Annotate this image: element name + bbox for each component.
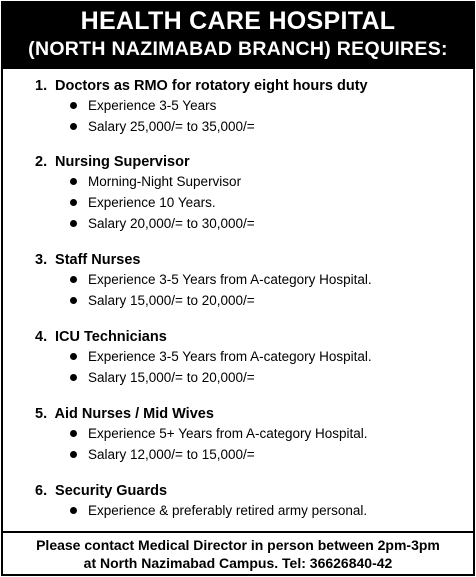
position-number: 6. <box>35 483 48 499</box>
position-title <box>35 153 255 171</box>
branch-subtitle: (NORTH NAZIMABAD BRANCH) REQUIRES: <box>28 38 448 60</box>
requirement-item: Experience 10 Years. <box>70 192 255 213</box>
contact-footer <box>3 531 473 574</box>
position-number: 4. <box>35 329 48 345</box>
requirement-item: Experience 3-5 Years <box>70 95 368 116</box>
requirement-item: Salary 20,000/= to 30,000/= <box>70 213 255 234</box>
position-name: Doctors as RMO for rotatory eight hours duty <box>55 78 368 94</box>
requirement-list <box>70 171 255 234</box>
requirement-item: Salary 25,000/= to 35,000/= <box>70 116 368 137</box>
bullet-icon <box>70 276 77 283</box>
position-number: 5. <box>35 406 48 422</box>
bullet-icon <box>70 507 77 514</box>
requirement-item: Morning-Night Supervisor <box>70 171 255 192</box>
requirement-list <box>70 95 368 137</box>
position-name: ICU Technicians <box>55 329 167 345</box>
requirement-item: Salary 12,000/= to 15,000/= <box>70 444 368 465</box>
requirement-list <box>70 500 367 521</box>
position-title <box>35 328 372 346</box>
position-title <box>35 77 368 95</box>
bullet-icon <box>70 123 77 130</box>
bullet-icon <box>70 297 77 304</box>
position-name: Aid Nurses / Mid Wives <box>54 406 214 422</box>
position-item <box>35 77 368 137</box>
position-item <box>35 251 372 311</box>
contact-line-2: at North Nazimabad Campus. Tel: 36626840-42 <box>83 555 393 571</box>
requirement-list <box>70 346 372 388</box>
requirement-item: Experience & preferably retired army personal. <box>70 500 367 521</box>
position-title <box>35 251 372 269</box>
bullet-icon <box>70 178 77 185</box>
requirement-item: Salary 15,000/= to 20,000/= <box>70 367 372 388</box>
requirement-item: Experience 3-5 Years from A-category Hospital. <box>70 346 372 367</box>
position-number: 3. <box>35 252 48 268</box>
ad-header <box>3 3 473 69</box>
requirement-list <box>70 269 372 311</box>
position-item <box>35 328 372 388</box>
position-name: Security Guards <box>55 483 168 499</box>
bullet-icon <box>70 199 77 206</box>
contact-line-1: Please contact Medical Director in person between 2pm-3pm <box>36 537 440 553</box>
hospital-title: HEALTH CARE HOSPITAL <box>80 7 396 35</box>
position-title <box>35 405 368 423</box>
position-title <box>35 482 367 500</box>
position-number: 1. <box>35 78 48 94</box>
bullet-icon <box>70 374 77 381</box>
requirement-list <box>70 423 368 465</box>
job-advertisement <box>1 1 475 576</box>
requirement-item: Experience 5+ Years from A-category Hospital. <box>70 423 368 444</box>
bullet-icon <box>70 353 77 360</box>
bullet-icon <box>70 102 77 109</box>
position-number: 2. <box>35 154 48 170</box>
position-item <box>35 153 255 234</box>
bullet-icon <box>70 220 77 227</box>
bullet-icon <box>70 451 77 458</box>
position-name: Nursing Supervisor <box>55 154 190 170</box>
bullet-icon <box>70 430 77 437</box>
position-item <box>35 482 367 521</box>
requirement-item: Salary 15,000/= to 20,000/= <box>70 290 372 311</box>
requirement-item: Experience 3-5 Years from A-category Hospital. <box>70 269 372 290</box>
position-item <box>35 405 368 465</box>
position-name: Staff Nurses <box>55 252 141 268</box>
